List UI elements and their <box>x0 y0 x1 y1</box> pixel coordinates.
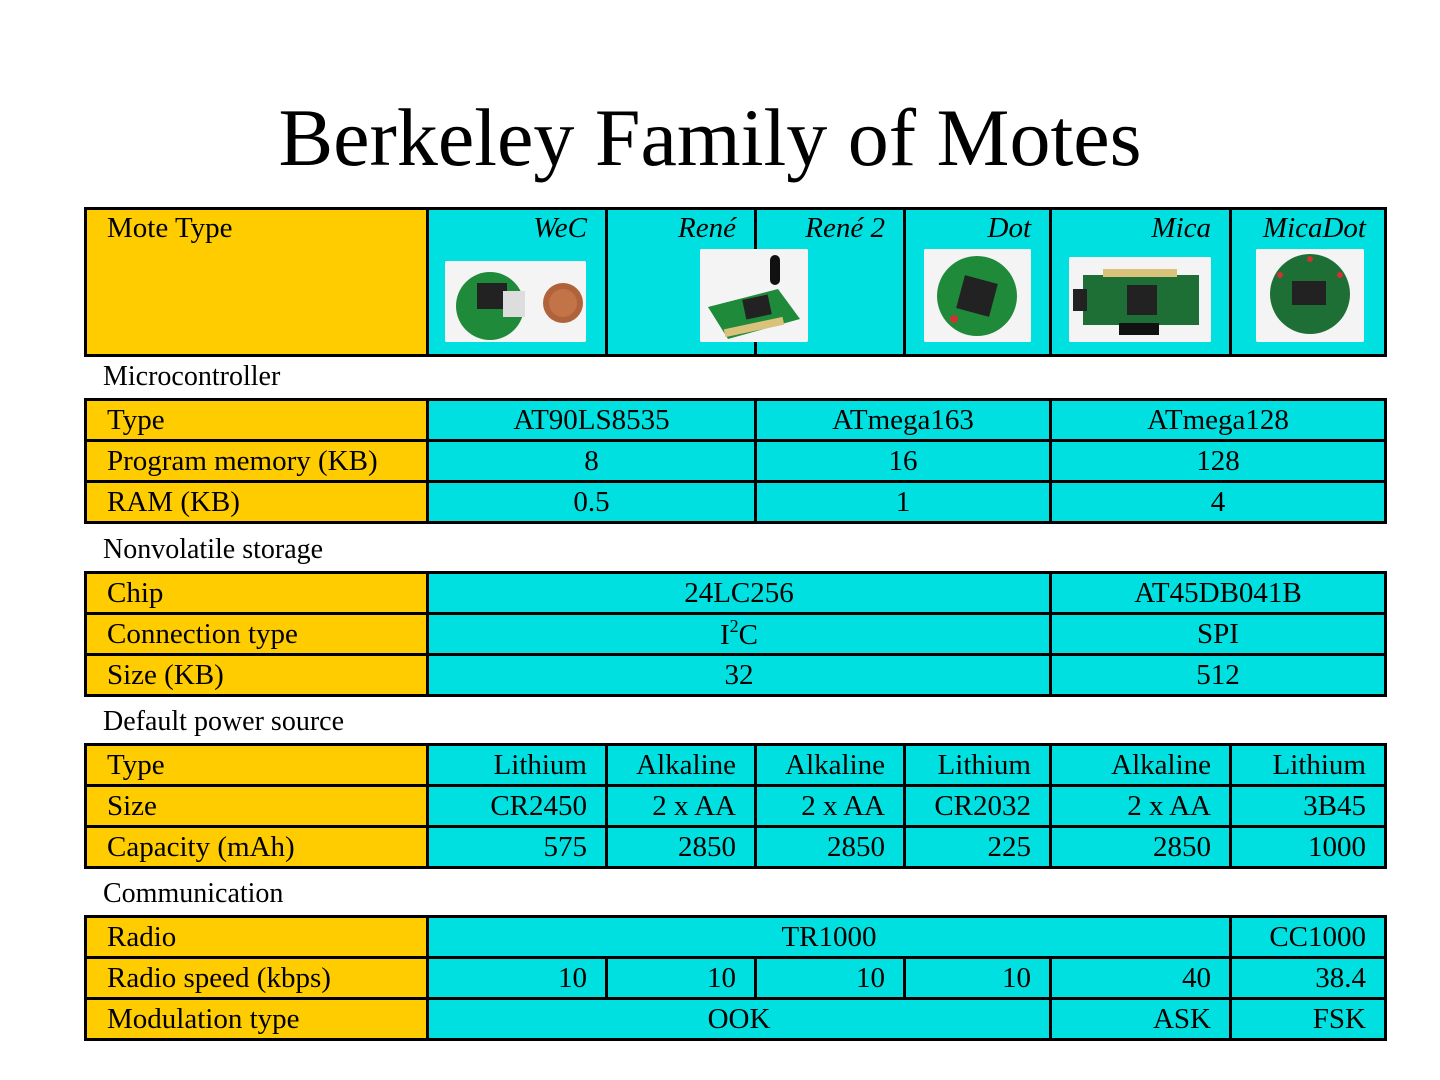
mica-mote-photo <box>1069 257 1211 342</box>
radio-value: TR1000 <box>428 917 1231 958</box>
ram-value: 4 <box>1051 482 1386 523</box>
power-size-value: 3B45 <box>1231 786 1386 827</box>
mc-type-label: Type <box>86 400 428 441</box>
modulation-value: FSK <box>1231 999 1386 1040</box>
storage-size-value: 512 <box>1051 655 1386 696</box>
program-memory-value: 16 <box>756 441 1051 482</box>
connection-i2c: $I^2C$ <box>428 614 1051 655</box>
power-type-value: Lithium <box>905 745 1051 786</box>
program-memory-value: 128 <box>1051 441 1386 482</box>
radio-label: Radio <box>86 917 428 958</box>
power-type-value: Lithium <box>1231 745 1386 786</box>
micadot-mote-photo <box>1256 249 1364 342</box>
ram-value: 0.5 <box>428 482 756 523</box>
storage-size-label: Size (KB) <box>86 655 428 696</box>
radio-speed-label: Radio speed (kbps) <box>86 958 428 999</box>
radio-value: CC1000 <box>1231 917 1386 958</box>
power-type-value: Alkaline <box>607 745 756 786</box>
program-memory-label: Program memory (KB) <box>86 441 428 482</box>
connection-spi: SPI <box>1051 614 1386 655</box>
mote-rene-2: René 2 <box>756 209 905 356</box>
section-power: Default power source <box>103 706 345 737</box>
capacity-value: 225 <box>905 827 1051 868</box>
storage-size-value: 32 <box>428 655 1051 696</box>
power-size-value: CR2032 <box>905 786 1051 827</box>
mc-type-value: ATmega163 <box>756 400 1051 441</box>
mc-type-value: ATmega128 <box>1051 400 1386 441</box>
power-size-value: 2 x AA <box>607 786 756 827</box>
chip-value: 24LC256 <box>428 573 1051 614</box>
modulation-value: ASK <box>1051 999 1231 1040</box>
mote-dot: Dot <box>905 209 1051 356</box>
capacity-value: 2850 <box>1051 827 1231 868</box>
power-size-label: Size <box>86 786 428 827</box>
mc-type-value: AT90LS8535 <box>428 400 756 441</box>
communication-table <box>84 915 1387 1041</box>
rene-mote-photo <box>700 249 808 342</box>
radio-speed-value: 40 <box>1051 958 1231 999</box>
capacity-value: 1000 <box>1231 827 1386 868</box>
section-microcontroller: Microcontroller <box>103 361 281 392</box>
radio-speed-value: 10 <box>428 958 607 999</box>
section-communication: Communication <box>103 878 284 909</box>
mote-wec: WeC <box>428 209 607 356</box>
modulation-label: Modulation type <box>86 999 428 1040</box>
mote-micadot: MicaDot <box>1231 209 1386 356</box>
chip-value: AT45DB041B <box>1051 573 1386 614</box>
radio-speed-value: 10 <box>756 958 905 999</box>
microcontroller-table <box>84 398 1387 524</box>
power-table <box>84 743 1387 869</box>
capacity-value: 575 <box>428 827 607 868</box>
capacity-value: 2850 <box>756 827 905 868</box>
ram-label: RAM (KB) <box>86 482 428 523</box>
wec-mote-photo <box>445 261 586 342</box>
storage-table <box>84 571 1387 697</box>
mote-rene: René <box>607 209 756 356</box>
dot-mote-photo <box>924 249 1031 342</box>
radio-speed-value: 38.4 <box>1231 958 1386 999</box>
power-size-value: 2 x AA <box>1051 786 1231 827</box>
power-type-value: Lithium <box>428 745 607 786</box>
capacity-value: 2850 <box>607 827 756 868</box>
power-type-label: Type <box>86 745 428 786</box>
mote-type-label: Mote Type <box>86 209 428 356</box>
connection-type-label: Connection type <box>86 614 428 655</box>
ram-value: 1 <box>756 482 1051 523</box>
power-type-value: Alkaline <box>1051 745 1231 786</box>
capacity-label: Capacity (mAh) <box>86 827 428 868</box>
program-memory-value: 8 <box>428 441 756 482</box>
power-size-value: 2 x AA <box>756 786 905 827</box>
radio-speed-value: 10 <box>905 958 1051 999</box>
power-size-value: CR2450 <box>428 786 607 827</box>
modulation-value: OOK <box>428 999 1051 1040</box>
slide-title: Berkeley Family of Motes <box>278 92 1142 183</box>
chip-label: Chip <box>86 573 428 614</box>
radio-speed-value: 10 <box>607 958 756 999</box>
mote-mica: Mica <box>1051 209 1231 356</box>
power-type-value: Alkaline <box>756 745 905 786</box>
section-storage: Nonvolatile storage <box>103 534 324 565</box>
